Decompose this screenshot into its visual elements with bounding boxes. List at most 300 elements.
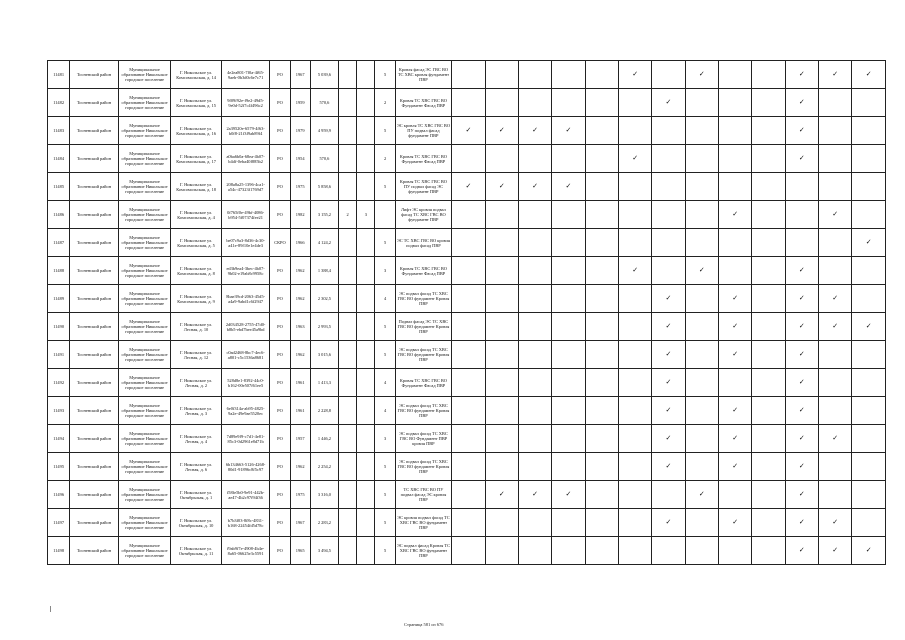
work-mark-cell — [819, 509, 852, 537]
work-mark-cell — [852, 173, 886, 201]
cell-floors: 5 — [375, 509, 395, 537]
cell-works: Кровля ТС ХВС ГВС ВО Фундамент Фасад ПВР — [395, 257, 452, 285]
cell-year: 1967 — [290, 509, 310, 537]
work-mark-cell — [718, 201, 751, 229]
work-mark-cell — [785, 173, 818, 201]
work-mark-cell — [752, 285, 785, 313]
work-mark-cell — [485, 201, 518, 229]
work-mark-cell — [452, 89, 485, 117]
cell-year: 1961 — [290, 397, 310, 425]
cell-district: Тосненский район — [70, 145, 119, 173]
cell-num: 11487 — [48, 229, 70, 257]
cell-district: Тосненский район — [70, 369, 119, 397]
work-mark-cell — [452, 425, 485, 453]
cell-works: Кровля ТС ХВС ГВС ВО ПУ подвал фасад ЭС фундамент ПВР — [395, 173, 452, 201]
work-mark-cell — [819, 61, 852, 89]
cell-works: Кровля ТС ХВС ГВС ВО Фундамент Фасад ПВР — [395, 89, 452, 117]
work-mark-cell — [585, 453, 618, 481]
cell-area: 570,6 — [310, 89, 338, 117]
work-mark-cell — [552, 285, 585, 313]
check-icon: ✓ — [632, 154, 639, 162]
table-row — [48, 397, 886, 425]
cell-year: 1962 — [290, 453, 310, 481]
cell-c11 — [357, 509, 375, 537]
cell-id: f58fe5b0-9e91-442b-ae47-4b2c97f94f36 — [221, 481, 270, 509]
work-mark-cell — [518, 145, 551, 173]
work-mark-cell — [852, 285, 886, 313]
cell-area: 3 015,6 — [310, 341, 338, 369]
work-mark-cell — [518, 89, 551, 117]
work-mark-cell — [518, 285, 551, 313]
cell-num: 11490 — [48, 313, 70, 341]
check-icon: ✓ — [865, 70, 872, 78]
work-mark-cell — [485, 229, 518, 257]
cell-district: Тосненский район — [70, 453, 119, 481]
work-mark-cell — [452, 397, 485, 425]
table-row — [48, 481, 886, 509]
cell-id: 0f765f0e-49bf-4086-b954-5f07374fee21 — [221, 201, 270, 229]
work-mark-cell — [785, 509, 818, 537]
cell-year: 1967 — [290, 61, 310, 89]
work-mark-cell — [752, 425, 785, 453]
cell-type: PO — [270, 285, 290, 313]
work-mark-cell — [485, 481, 518, 509]
cell-c10 — [339, 257, 357, 285]
work-mark-cell — [452, 481, 485, 509]
work-mark-cell — [618, 61, 651, 89]
cell-c10 — [339, 145, 357, 173]
cell-works: ЭС подвал фасад ТС ХВС ГВС ВО фундамент Кровля ПВР — [395, 397, 452, 425]
check-icon: ✓ — [532, 490, 539, 498]
work-mark-cell — [552, 425, 585, 453]
cell-owner: Муниципальное образование Никольское городское поселение — [118, 145, 171, 173]
check-icon: ✓ — [732, 434, 739, 442]
cell-year: 1963 — [290, 313, 310, 341]
cell-c11 — [357, 313, 375, 341]
cell-type: PO — [270, 341, 290, 369]
cell-addr: Г. Никольское ул. Комсомольская, д. 4 — [171, 201, 222, 229]
work-mark-cell — [852, 369, 886, 397]
cell-owner: Муниципальное образование Никольское городское поселение — [118, 425, 171, 453]
work-mark-cell — [852, 537, 886, 565]
check-icon: ✓ — [665, 462, 672, 470]
work-mark-cell — [552, 397, 585, 425]
work-mark-cell — [618, 425, 651, 453]
cell-num: 11482 — [48, 89, 70, 117]
work-mark-cell — [852, 201, 886, 229]
work-mark-cell — [785, 313, 818, 341]
cell-floors: 5 — [375, 229, 395, 257]
work-mark-cell — [585, 145, 618, 173]
table-row — [48, 537, 886, 565]
check-icon: ✓ — [798, 322, 805, 330]
table-row — [48, 341, 886, 369]
cell-num: 11489 — [48, 285, 70, 313]
cell-owner: Муниципальное образование Никольское городское поселение — [118, 201, 171, 229]
cell-num: 11496 — [48, 481, 70, 509]
check-icon: ✓ — [732, 294, 739, 302]
check-icon: ✓ — [665, 378, 672, 386]
work-mark-cell — [552, 173, 585, 201]
work-mark-cell — [685, 173, 718, 201]
cell-owner: Муниципальное образование Никольское городское поселение — [118, 117, 171, 145]
work-mark-cell — [685, 425, 718, 453]
work-mark-cell — [552, 481, 585, 509]
work-mark-cell — [819, 89, 852, 117]
work-mark-cell — [652, 509, 685, 537]
work-mark-cell — [752, 313, 785, 341]
check-icon: ✓ — [632, 266, 639, 274]
work-mark-cell — [485, 117, 518, 145]
work-mark-cell — [685, 397, 718, 425]
work-mark-cell — [819, 537, 852, 565]
cell-area: 5 039,6 — [310, 61, 338, 89]
work-mark-cell — [852, 145, 886, 173]
work-mark-cell — [552, 257, 585, 285]
cell-area: 2 302,5 — [310, 285, 338, 313]
cell-type: PO — [270, 89, 290, 117]
work-mark-cell — [718, 145, 751, 173]
work-mark-cell — [552, 229, 585, 257]
work-mark-cell — [785, 285, 818, 313]
cell-area: 4 124,2 — [310, 229, 338, 257]
check-icon: ✓ — [832, 546, 839, 554]
work-mark-cell — [685, 117, 718, 145]
work-mark-cell — [518, 397, 551, 425]
work-mark-cell — [718, 229, 751, 257]
work-mark-cell — [752, 257, 785, 285]
work-mark-cell — [819, 341, 852, 369]
work-mark-cell — [852, 229, 886, 257]
work-mark-cell — [718, 453, 751, 481]
check-icon: ✓ — [665, 294, 672, 302]
cell-c10 — [339, 89, 357, 117]
cell-district: Тосненский район — [70, 229, 119, 257]
check-icon: ✓ — [665, 350, 672, 358]
cell-floors: 5 — [375, 481, 395, 509]
cell-addr: Г. Никольское ул. Лесная, д. 3 — [171, 397, 222, 425]
work-mark-cell — [819, 257, 852, 285]
work-mark-cell — [718, 341, 751, 369]
cell-owner: Муниципальное образование Никольское городское поселение — [118, 537, 171, 565]
table-row — [48, 229, 886, 257]
work-mark-cell — [785, 369, 818, 397]
work-mark-cell — [652, 341, 685, 369]
work-mark-cell — [852, 397, 886, 425]
check-icon: ✓ — [465, 182, 472, 190]
cell-district: Тосненский район — [70, 89, 119, 117]
cell-num: 11485 — [48, 173, 70, 201]
work-mark-cell — [718, 313, 751, 341]
cell-id: f9ab9f7e-4908-4b4e-8a65-06625e3c5591 — [221, 537, 270, 565]
cell-c10 — [339, 229, 357, 257]
work-mark-cell — [752, 481, 785, 509]
work-mark-cell — [585, 285, 618, 313]
cell-owner: Муниципальное образование Никольское городское поселение — [118, 89, 171, 117]
cell-c11 — [357, 397, 375, 425]
work-mark-cell — [685, 61, 718, 89]
cell-district: Тосненский район — [70, 341, 119, 369]
cell-num: 11488 — [48, 257, 70, 285]
work-mark-cell — [618, 173, 651, 201]
cell-c10 — [339, 173, 357, 201]
cell-area: 1 413,3 — [310, 369, 338, 397]
work-mark-cell — [485, 61, 518, 89]
check-icon: ✓ — [565, 182, 572, 190]
cell-owner: Муниципальное образование Никольское городское поселение — [118, 453, 171, 481]
check-icon: ✓ — [532, 126, 539, 134]
cell-c11 — [357, 481, 375, 509]
cell-owner: Муниципальное образование Никольское городское поселение — [118, 313, 171, 341]
check-icon: ✓ — [865, 238, 872, 246]
work-mark-cell — [685, 89, 718, 117]
cell-district: Тосненский район — [70, 257, 119, 285]
work-mark-cell — [552, 145, 585, 173]
check-icon: ✓ — [698, 490, 705, 498]
work-mark-cell — [685, 229, 718, 257]
table-row — [48, 89, 886, 117]
check-icon: ✓ — [532, 182, 539, 190]
cell-district: Тосненский район — [70, 397, 119, 425]
cell-type: PO — [270, 509, 290, 537]
cell-c11 — [357, 369, 375, 397]
work-mark-cell — [819, 145, 852, 173]
cell-floors — [375, 201, 395, 229]
work-mark-cell — [852, 481, 886, 509]
work-mark-cell — [518, 481, 551, 509]
table-row — [48, 453, 886, 481]
cell-owner: Муниципальное образование Никольское городское поселение — [118, 481, 171, 509]
work-mark-cell — [652, 257, 685, 285]
margin-mark — [50, 606, 51, 612]
cell-district: Тосненский район — [70, 285, 119, 313]
check-icon: ✓ — [832, 434, 839, 442]
work-mark-cell — [485, 173, 518, 201]
work-mark-cell — [618, 481, 651, 509]
cell-district: Тосненский район — [70, 173, 119, 201]
work-mark-cell — [718, 117, 751, 145]
check-icon: ✓ — [798, 406, 805, 414]
check-icon: ✓ — [665, 98, 672, 106]
work-mark-cell — [652, 285, 685, 313]
work-mark-cell — [618, 145, 651, 173]
cell-type: PO — [270, 117, 290, 145]
cell-works: Лифт ЭС кровля подвал фасад ТС ХВС ГВС ВО фундамент ПВР — [395, 201, 452, 229]
work-mark-cell — [518, 313, 551, 341]
cell-owner: Муниципальное образование Никольское городское поселение — [118, 341, 171, 369]
cell-works: ЭС подвал фасад ТС ХВС ГВС ВО Фундамент ПВР кровля ПВР — [395, 425, 452, 453]
work-mark-cell — [618, 397, 651, 425]
cell-addr: Г. Никольское ул. Октябрьская, д. 10 — [171, 509, 222, 537]
work-mark-cell — [652, 453, 685, 481]
cell-c11 — [357, 145, 375, 173]
cell-year: 1966 — [290, 229, 310, 257]
cell-area: 3 155,2 — [310, 201, 338, 229]
work-mark-cell — [819, 481, 852, 509]
work-mark-cell — [585, 509, 618, 537]
work-mark-cell — [685, 537, 718, 565]
work-mark-cell — [552, 117, 585, 145]
cell-c10 — [339, 313, 357, 341]
cell-addr: Г. Никольское ул. Комсомольская, д. 14 — [171, 61, 222, 89]
cell-works: ТС ХВС ГВС ВО ПУ подвал фасад ЭС кровля ПВР — [395, 481, 452, 509]
cell-works: Кровля ТС ХВС ГВС ВО Фундамент Фасад ПВР — [395, 369, 452, 397]
work-mark-cell — [452, 145, 485, 173]
cell-addr: Г. Никольское ул. Лесная, д. 10 — [171, 313, 222, 341]
work-mark-cell — [785, 341, 818, 369]
work-mark-cell — [752, 173, 785, 201]
cell-district: Тосненский район — [70, 117, 119, 145]
check-icon: ✓ — [498, 490, 505, 498]
work-mark-cell — [685, 453, 718, 481]
work-mark-cell — [485, 425, 518, 453]
check-icon: ✓ — [798, 434, 805, 442]
cell-addr: Г. Никольское ул. Комсомольская, д. 16 — [171, 117, 222, 145]
work-mark-cell — [819, 173, 852, 201]
cell-num: 11493 — [48, 397, 70, 425]
cell-id: 528d8e1-8392-44c0-b162-00e507f61ee5 — [221, 369, 270, 397]
work-mark-cell — [452, 369, 485, 397]
check-icon: ✓ — [498, 126, 505, 134]
work-mark-cell — [718, 257, 751, 285]
check-icon: ✓ — [865, 322, 872, 330]
cell-year: 1961 — [290, 369, 310, 397]
cell-addr: Г. Никольское ул. Лесная, д. 2 — [171, 369, 222, 397]
cell-id: 9f09f92e-f9e2-49d5-9e0d-52f7c4f496c2 — [221, 89, 270, 117]
cell-id: 7d89e9f9-c7d1-4e81-85c3-0d2961e8d71b — [221, 425, 270, 453]
work-mark-cell — [552, 61, 585, 89]
work-mark-cell — [518, 453, 551, 481]
work-mark-cell — [518, 201, 551, 229]
work-mark-cell — [819, 425, 852, 453]
cell-floors: 5 — [375, 341, 395, 369]
cell-addr: Г. Никольское ул. Лесная, д. 6 — [171, 453, 222, 481]
work-mark-cell — [652, 537, 685, 565]
cell-type: PO — [270, 201, 290, 229]
cell-num: 11483 — [48, 117, 70, 145]
check-icon: ✓ — [798, 70, 805, 78]
work-mark-cell — [685, 369, 718, 397]
cell-year: 1979 — [290, 117, 310, 145]
work-mark-cell — [485, 509, 518, 537]
cell-c10 — [339, 509, 357, 537]
cell-c10 — [339, 397, 357, 425]
work-mark-cell — [718, 509, 751, 537]
cell-district: Тосненский район — [70, 509, 119, 537]
work-mark-cell — [785, 425, 818, 453]
cell-district: Тосненский район — [70, 313, 119, 341]
cell-district: Тосненский район — [70, 537, 119, 565]
work-mark-cell — [585, 257, 618, 285]
work-mark-cell — [485, 537, 518, 565]
cell-area: 3 316,0 — [310, 481, 338, 509]
work-mark-cell — [518, 341, 551, 369]
cell-floors: 2 — [375, 89, 395, 117]
cell-area: 3 494,5 — [310, 537, 338, 565]
work-mark-cell — [752, 229, 785, 257]
cell-floors: 4 — [375, 369, 395, 397]
work-mark-cell — [652, 425, 685, 453]
cell-num: 11484 — [48, 145, 70, 173]
cell-works: ЭС подвал фасад ТС ХВС ГВС ВО фундамент Кровля ПВР — [395, 285, 452, 313]
cell-type: PO — [270, 61, 290, 89]
work-mark-cell — [752, 201, 785, 229]
check-icon: ✓ — [798, 126, 805, 134]
cell-c10 — [339, 425, 357, 453]
check-icon: ✓ — [832, 294, 839, 302]
cell-owner: Муниципальное образование Никольское городское поселение — [118, 369, 171, 397]
work-mark-cell — [819, 117, 852, 145]
work-mark-cell — [718, 173, 751, 201]
work-mark-cell — [585, 89, 618, 117]
work-mark-cell — [685, 509, 718, 537]
table-row — [48, 61, 886, 89]
work-mark-cell — [752, 89, 785, 117]
cell-id: 6b134663-5126-4268-80d1-91896c8f5c97 — [221, 453, 270, 481]
cell-addr: Г. Никольское ул. Лесная, д. 4 — [171, 425, 222, 453]
work-mark-cell — [618, 89, 651, 117]
check-icon: ✓ — [798, 546, 805, 554]
cell-floors: 5 — [375, 453, 395, 481]
work-mark-cell — [552, 341, 585, 369]
work-mark-cell — [785, 397, 818, 425]
check-icon: ✓ — [798, 490, 805, 498]
check-icon: ✓ — [798, 462, 805, 470]
work-mark-cell — [552, 313, 585, 341]
work-mark-cell — [518, 425, 551, 453]
cell-type: PO — [270, 481, 290, 509]
work-mark-cell — [819, 285, 852, 313]
work-mark-cell — [452, 341, 485, 369]
cell-type: PO — [270, 145, 290, 173]
cell-year: 1975 — [290, 481, 310, 509]
work-mark-cell — [552, 369, 585, 397]
check-icon: ✓ — [798, 378, 805, 386]
work-mark-cell — [785, 257, 818, 285]
work-mark-cell — [585, 341, 618, 369]
work-mark-cell — [518, 117, 551, 145]
cell-area: 4 959,9 — [310, 117, 338, 145]
cell-id: 8bae39cd-2063-45d5-a4a9-9abd1c6f2947 — [221, 285, 270, 313]
work-mark-cell — [452, 61, 485, 89]
work-mark-cell — [652, 61, 685, 89]
work-mark-cell — [452, 173, 485, 201]
cell-area: 1 388,4 — [310, 257, 338, 285]
check-icon: ✓ — [665, 434, 672, 442]
work-mark-cell — [485, 341, 518, 369]
work-mark-cell — [552, 201, 585, 229]
cell-year: 1959 — [290, 89, 310, 117]
cell-c11 — [357, 537, 375, 565]
cell-c10 — [339, 537, 357, 565]
table-body — [48, 61, 886, 565]
check-icon: ✓ — [832, 518, 839, 526]
cell-floors: 2 — [375, 145, 395, 173]
cell-works: ЭС подвал фасад ТС ХВС ГВС ВО фундамент Кровля ПВР — [395, 453, 452, 481]
cell-c11 — [357, 285, 375, 313]
cell-type: PO — [270, 313, 290, 341]
check-icon: ✓ — [732, 518, 739, 526]
work-mark-cell — [585, 313, 618, 341]
work-mark-cell — [852, 509, 886, 537]
work-mark-cell — [785, 201, 818, 229]
cell-area: 2 254,2 — [310, 453, 338, 481]
work-mark-cell — [852, 453, 886, 481]
check-icon: ✓ — [865, 546, 872, 554]
work-mark-cell — [652, 397, 685, 425]
work-mark-cell — [452, 257, 485, 285]
work-mark-cell — [452, 537, 485, 565]
